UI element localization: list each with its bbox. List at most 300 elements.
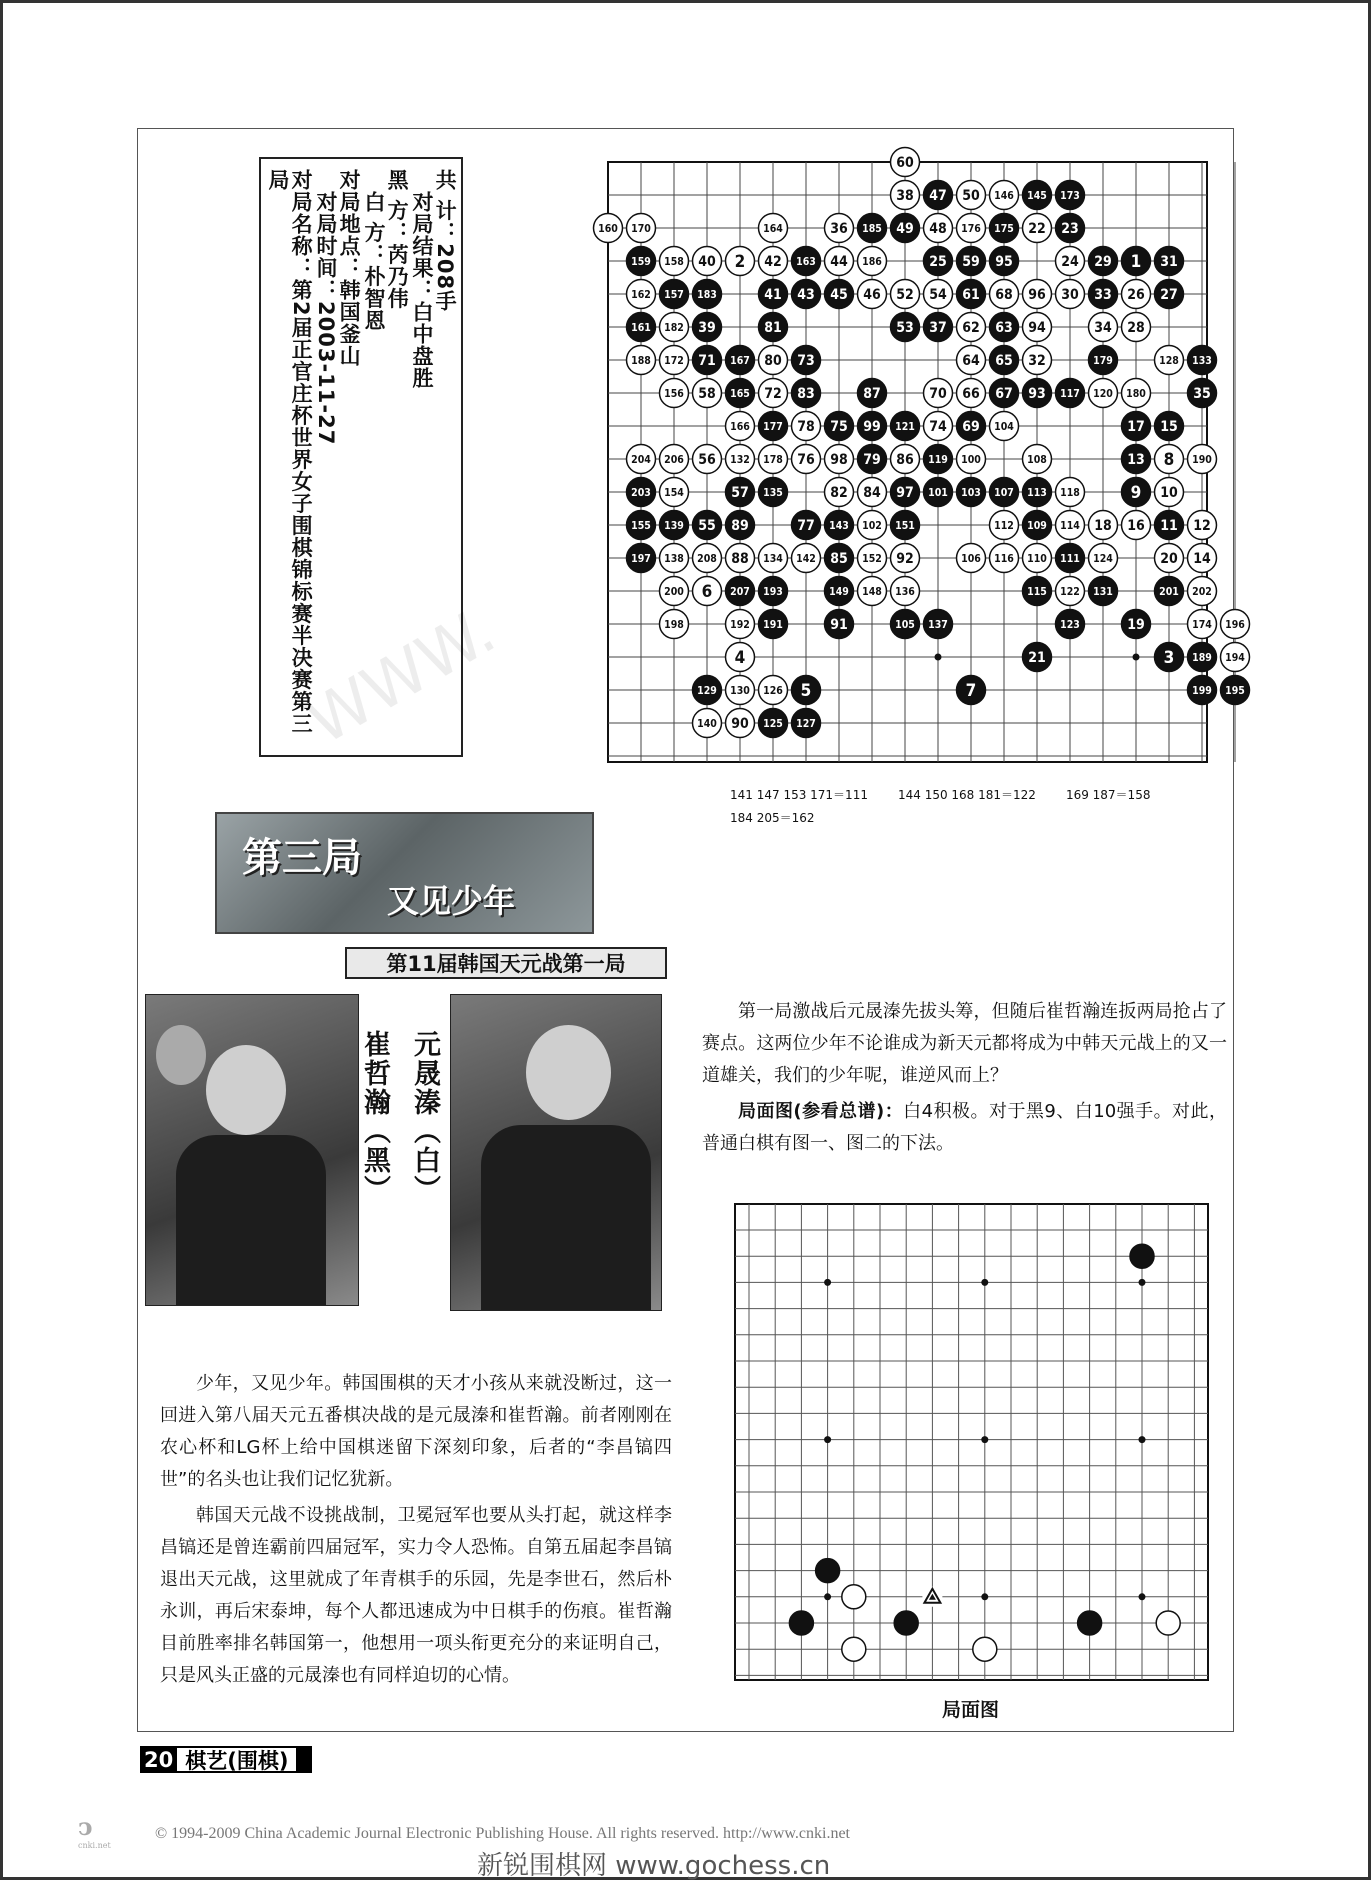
kifu-stone xyxy=(792,379,821,408)
svg-text:102: 102 xyxy=(862,519,882,532)
diagram-stone xyxy=(1078,1611,1102,1635)
svg-text:136: 136 xyxy=(895,585,915,598)
kifu-stone xyxy=(1122,280,1151,309)
kifu-stone xyxy=(825,511,854,540)
kifu-stone xyxy=(957,445,986,474)
svg-text:103: 103 xyxy=(961,486,981,499)
kifu-stone xyxy=(1023,346,1052,375)
svg-text:14: 14 xyxy=(1193,551,1211,568)
diagram-star-point xyxy=(1139,1436,1146,1443)
kifu-stone xyxy=(660,346,689,375)
svg-text:87: 87 xyxy=(863,386,881,403)
svg-text:62: 62 xyxy=(962,320,980,337)
banner-subtitle: 又见少年 xyxy=(387,882,516,920)
kifu-stone xyxy=(924,412,953,441)
svg-text:193: 193 xyxy=(763,585,783,598)
kifu-stone xyxy=(759,445,788,474)
photo-black-player xyxy=(145,994,359,1306)
svg-text:149: 149 xyxy=(829,585,849,598)
svg-text:114: 114 xyxy=(1060,519,1080,532)
kifu-stone xyxy=(990,379,1019,408)
svg-text:179: 179 xyxy=(1093,354,1113,367)
kifu-note-4: 184 205＝162 xyxy=(730,811,815,825)
kifu-stone xyxy=(957,214,986,243)
svg-text:204: 204 xyxy=(631,453,651,466)
svg-text:75: 75 xyxy=(830,419,848,436)
svg-text:174: 174 xyxy=(1192,618,1212,631)
svg-text:47: 47 xyxy=(929,188,947,205)
kifu-stone xyxy=(891,544,920,573)
kifu-stone xyxy=(792,544,821,573)
svg-text:79: 79 xyxy=(863,452,881,469)
kifu-notes xyxy=(730,786,1150,832)
svg-text:122: 122 xyxy=(1060,585,1080,598)
kifu-stone xyxy=(1056,544,1085,573)
svg-text:182: 182 xyxy=(664,321,684,334)
kifu-stone xyxy=(693,709,722,738)
kifu-stone xyxy=(891,577,920,606)
svg-text:126: 126 xyxy=(763,684,783,697)
svg-text:129: 129 xyxy=(697,684,717,697)
kifu-stone xyxy=(1056,478,1085,507)
svg-text:173: 173 xyxy=(1060,189,1080,202)
svg-text:152: 152 xyxy=(862,552,882,565)
svg-text:60: 60 xyxy=(896,155,914,172)
svg-text:8: 8 xyxy=(1163,450,1175,471)
svg-text:97: 97 xyxy=(896,485,914,502)
kifu-stone xyxy=(660,577,689,606)
svg-text:85: 85 xyxy=(830,551,848,568)
kifu-top-label xyxy=(891,148,920,177)
svg-text:200: 200 xyxy=(664,585,684,598)
svg-text:56: 56 xyxy=(698,452,716,469)
svg-text:38: 38 xyxy=(896,188,914,205)
kifu-stone xyxy=(726,412,755,441)
kifu-stone xyxy=(759,610,788,639)
svg-text:41: 41 xyxy=(764,287,782,304)
svg-text:197: 197 xyxy=(631,552,651,565)
svg-text:90: 90 xyxy=(731,716,749,733)
kifu-stone xyxy=(924,313,953,342)
svg-text:36: 36 xyxy=(830,221,848,238)
kifu-stone xyxy=(957,544,986,573)
kifu-stone xyxy=(891,412,920,441)
diagram-stone xyxy=(842,1585,866,1609)
kifu-stone xyxy=(891,181,920,210)
kifu-stone xyxy=(957,478,986,507)
kifu-stone xyxy=(858,478,887,507)
svg-text:156: 156 xyxy=(664,387,684,400)
svg-text:69: 69 xyxy=(962,419,980,436)
article-right-p1: 第一局激战后元晟溱先拔头筹，但随后崔哲瀚连扳两局抢占了赛点。这两位少年不论谁成为新天元都将成为中韩天元战上的又一道雄关，我们的少年呢，谁逆风而上？ xyxy=(702,1001,1227,1086)
kifu-stone xyxy=(990,412,1019,441)
kifu-stone xyxy=(858,511,887,540)
kifu-stone xyxy=(693,676,722,705)
kifu-stone xyxy=(924,445,953,474)
kifu-stone xyxy=(1023,577,1052,606)
subheading: 第11届韩国天元战第一局 xyxy=(345,947,667,979)
svg-text:11: 11 xyxy=(1160,518,1178,535)
svg-text:203: 203 xyxy=(631,486,651,499)
kifu-stone xyxy=(759,709,788,738)
kifu-note-2: 144 150 168 181＝122 xyxy=(897,788,1036,802)
kifu-stone xyxy=(660,247,689,276)
kifu-stone xyxy=(1056,280,1085,309)
kifu-stone xyxy=(660,313,689,342)
kifu-stone xyxy=(759,247,788,276)
kifu-stone xyxy=(627,445,656,474)
svg-text:177: 177 xyxy=(763,420,783,433)
cnki-logo-mark: ↄ xyxy=(78,1812,93,1841)
svg-text:89: 89 xyxy=(731,518,749,535)
kifu-stone xyxy=(759,412,788,441)
caption-white-player: 元晟溱（白） xyxy=(409,1030,440,1204)
kifu-stone xyxy=(726,478,755,507)
kifu-stone xyxy=(1188,544,1217,573)
kifu-stone xyxy=(990,214,1019,243)
kifu-stone xyxy=(693,511,722,540)
kifu-stone xyxy=(957,379,986,408)
kifu-stone xyxy=(1155,247,1184,276)
kifu-stone xyxy=(1056,247,1085,276)
svg-text:176: 176 xyxy=(961,222,981,235)
kifu-stone xyxy=(693,445,722,474)
kifu-stone xyxy=(660,280,689,309)
diagram-star-point xyxy=(981,1436,988,1443)
svg-text:137: 137 xyxy=(928,618,948,631)
kifu-stone xyxy=(825,247,854,276)
kifu-stone xyxy=(726,247,755,276)
kifu-stone xyxy=(825,478,854,507)
svg-text:57: 57 xyxy=(731,485,749,502)
kifu-stone xyxy=(858,214,887,243)
svg-text:65: 65 xyxy=(995,353,1013,370)
svg-text:86: 86 xyxy=(896,452,914,469)
kifu-stone xyxy=(924,247,953,276)
kifu-stone xyxy=(1188,643,1217,672)
kifu-stone xyxy=(957,280,986,309)
svg-text:45: 45 xyxy=(830,287,848,304)
kifu-stone xyxy=(1188,676,1217,705)
svg-text:183: 183 xyxy=(697,288,717,301)
kifu-stone xyxy=(759,676,788,705)
svg-text:131: 131 xyxy=(1093,585,1113,598)
svg-text:35: 35 xyxy=(1193,386,1211,403)
diagram-stone xyxy=(922,1587,942,1607)
svg-text:154: 154 xyxy=(664,486,684,499)
kifu-stone xyxy=(1155,511,1184,540)
kifu-stone xyxy=(825,610,854,639)
cnki-logo xyxy=(78,1812,128,1848)
kifu-stone xyxy=(1188,577,1217,606)
kifu-stone xyxy=(1056,610,1085,639)
svg-text:34: 34 xyxy=(1094,320,1112,337)
kifu-stone xyxy=(858,577,887,606)
kifu-stone xyxy=(957,313,986,342)
kifu-stone xyxy=(1089,280,1118,309)
kifu-stone xyxy=(825,544,854,573)
svg-text:50: 50 xyxy=(962,188,980,205)
svg-text:143: 143 xyxy=(829,519,849,532)
kifu-stone xyxy=(1023,445,1052,474)
svg-text:30: 30 xyxy=(1061,287,1079,304)
kifu-stone xyxy=(1089,544,1118,573)
kifu-stone xyxy=(1023,379,1052,408)
kifu-stone xyxy=(1056,181,1085,210)
diagram-stone xyxy=(816,1559,840,1583)
kifu-stone xyxy=(627,478,656,507)
banner-title: 第三局 xyxy=(242,834,362,881)
svg-text:190: 190 xyxy=(1192,453,1212,466)
kifu-stone xyxy=(990,544,1019,573)
kifu-stone xyxy=(627,313,656,342)
svg-text:178: 178 xyxy=(763,453,783,466)
diagram-stone xyxy=(894,1611,918,1635)
svg-text:92: 92 xyxy=(896,551,914,568)
svg-text:21: 21 xyxy=(1028,650,1046,667)
svg-text:74: 74 xyxy=(929,419,947,436)
svg-text:207: 207 xyxy=(730,585,750,598)
article-right xyxy=(702,996,1227,1164)
svg-text:206: 206 xyxy=(664,453,684,466)
svg-text:192: 192 xyxy=(730,618,750,631)
kifu-stone xyxy=(1221,643,1250,672)
svg-text:55: 55 xyxy=(698,518,716,535)
magazine-name: 棋艺(围棋) xyxy=(177,1746,298,1773)
kifu-stone xyxy=(1122,610,1151,639)
svg-text:78: 78 xyxy=(797,419,815,436)
kifu-stone xyxy=(891,478,920,507)
svg-text:117: 117 xyxy=(1060,387,1080,400)
svg-text:188: 188 xyxy=(631,354,651,367)
svg-text:128: 128 xyxy=(1159,354,1179,367)
svg-text:73: 73 xyxy=(797,353,815,370)
kifu-stone xyxy=(1023,643,1052,672)
kifu-stone xyxy=(1155,577,1184,606)
svg-text:1: 1 xyxy=(1130,252,1142,273)
svg-text:208: 208 xyxy=(697,552,717,565)
kifu-stone xyxy=(1023,214,1052,243)
svg-text:3: 3 xyxy=(1163,648,1175,669)
svg-text:94: 94 xyxy=(1028,320,1046,337)
svg-text:112: 112 xyxy=(994,519,1014,532)
kifu-note-3: 169 187＝158 xyxy=(1065,788,1151,802)
kifu-stone xyxy=(990,313,1019,342)
svg-text:24: 24 xyxy=(1061,254,1079,271)
kifu-stone xyxy=(1221,676,1250,705)
photo-white-player xyxy=(450,994,662,1311)
svg-text:49: 49 xyxy=(896,221,914,238)
diagram-stone xyxy=(1130,1244,1154,1268)
kifu-stone xyxy=(990,280,1019,309)
svg-text:84: 84 xyxy=(863,485,881,502)
kifu-stone xyxy=(693,577,722,606)
info-event: 对局名称：第2届正官庄杯世界女子围棋锦标赛半决赛第三局 xyxy=(266,169,314,735)
kifu-stone xyxy=(1122,313,1151,342)
page-tag xyxy=(140,1746,312,1773)
svg-text:185: 185 xyxy=(862,222,882,235)
svg-text:43: 43 xyxy=(797,287,815,304)
svg-text:202: 202 xyxy=(1192,585,1212,598)
svg-text:138: 138 xyxy=(664,552,684,565)
kifu-stone xyxy=(858,280,887,309)
svg-text:166: 166 xyxy=(730,420,750,433)
kifu-stone xyxy=(990,346,1019,375)
kifu-star-point xyxy=(935,654,942,661)
diagram-star-point xyxy=(824,1436,831,1443)
svg-text:134: 134 xyxy=(763,552,783,565)
svg-text:93: 93 xyxy=(1028,386,1046,403)
article-left-p1: 少年，又见少年。韩国围棋的天才小孩从来就没断过，这一回进入第八届天元五番棋决战的是元晟溱和崔哲瀚。前者刚刚在农心杯和LG杯上给中国棋迷留下深刻印象，后者的“李昌镐四世”的名头也让我们记忆犹新。 xyxy=(160,1373,672,1490)
kifu-stone xyxy=(792,445,821,474)
kifu-stone xyxy=(891,610,920,639)
kifu-stone xyxy=(693,379,722,408)
kifu-stone xyxy=(726,643,755,672)
svg-text:29: 29 xyxy=(1094,254,1112,271)
svg-text:96: 96 xyxy=(1028,287,1046,304)
svg-text:2: 2 xyxy=(734,252,746,273)
svg-text:127: 127 xyxy=(796,717,816,730)
kifu-stones xyxy=(594,148,1250,738)
svg-text:161: 161 xyxy=(631,321,651,334)
kifu-stone xyxy=(693,346,722,375)
svg-text:61: 61 xyxy=(962,287,980,304)
kifu-stone xyxy=(660,511,689,540)
svg-text:111: 111 xyxy=(1060,552,1080,565)
svg-text:100: 100 xyxy=(961,453,981,466)
kifu-stone xyxy=(660,478,689,507)
info-date: 对局时间：2003-11-27 xyxy=(314,191,338,446)
kifu-stone xyxy=(825,280,854,309)
svg-text:180: 180 xyxy=(1126,387,1146,400)
kifu-stone xyxy=(759,544,788,573)
kifu-stone xyxy=(1155,412,1184,441)
kifu-stone xyxy=(891,313,920,342)
svg-text:64: 64 xyxy=(962,353,980,370)
svg-text:7: 7 xyxy=(965,681,977,702)
svg-text:104: 104 xyxy=(994,420,1014,433)
kifu-stone xyxy=(957,346,986,375)
svg-text:12: 12 xyxy=(1193,518,1211,535)
kifu-stone xyxy=(957,676,986,705)
svg-text:33: 33 xyxy=(1094,287,1112,304)
svg-text:115: 115 xyxy=(1027,585,1047,598)
kifu-stone xyxy=(1155,544,1184,573)
svg-text:139: 139 xyxy=(664,519,684,532)
diagram-stone xyxy=(973,1637,997,1661)
svg-text:81: 81 xyxy=(764,320,782,337)
article-right-p2 xyxy=(702,1096,1227,1160)
svg-text:48: 48 xyxy=(929,221,947,238)
kifu-stone xyxy=(792,511,821,540)
kifu-stone xyxy=(726,544,755,573)
kifu-stone xyxy=(990,247,1019,276)
svg-text:32: 32 xyxy=(1028,353,1046,370)
svg-text:42: 42 xyxy=(764,254,782,271)
kifu-stone xyxy=(1122,511,1151,540)
svg-text:116: 116 xyxy=(994,552,1014,565)
svg-text:13: 13 xyxy=(1127,452,1145,469)
kifu-stone xyxy=(759,346,788,375)
svg-text:120: 120 xyxy=(1093,387,1113,400)
kifu-stone xyxy=(1089,313,1118,342)
svg-text:91: 91 xyxy=(830,617,848,634)
svg-text:196: 196 xyxy=(1225,618,1245,631)
svg-text:20: 20 xyxy=(1160,551,1178,568)
kifu-stone xyxy=(726,379,755,408)
kifu-stone xyxy=(825,577,854,606)
kifu-stone xyxy=(990,478,1019,507)
svg-text:201: 201 xyxy=(1159,585,1179,598)
svg-text:98: 98 xyxy=(830,452,848,469)
kifu-stone xyxy=(858,247,887,276)
svg-text:15: 15 xyxy=(1160,419,1178,436)
svg-text:68: 68 xyxy=(995,287,1013,304)
svg-text:133: 133 xyxy=(1192,354,1212,367)
kifu-stone xyxy=(1023,478,1052,507)
kifu-stone xyxy=(924,280,953,309)
svg-text:186: 186 xyxy=(862,255,882,268)
svg-text:10: 10 xyxy=(1160,485,1178,502)
svg-text:101: 101 xyxy=(928,486,948,499)
svg-text:23: 23 xyxy=(1061,221,1079,238)
svg-text:37: 37 xyxy=(929,320,947,337)
kifu-stone xyxy=(924,478,953,507)
kifu-stone xyxy=(858,379,887,408)
kifu-stone xyxy=(1023,511,1052,540)
kifu-stone xyxy=(1221,610,1250,639)
kifu-stone xyxy=(1188,346,1217,375)
svg-text:118: 118 xyxy=(1060,486,1080,499)
svg-text:9: 9 xyxy=(1130,483,1142,504)
diagram-star-point xyxy=(1139,1593,1146,1600)
kifu-stone xyxy=(759,577,788,606)
kifu-stone xyxy=(792,280,821,309)
site-watermark: 新锐围棋网 www.gochess.cn xyxy=(477,1851,831,1881)
svg-text:167: 167 xyxy=(730,354,750,367)
svg-text:72: 72 xyxy=(764,386,782,403)
kifu-stone xyxy=(1188,445,1217,474)
svg-text:160: 160 xyxy=(598,222,618,235)
kifu-stone xyxy=(1023,280,1052,309)
kifu-stone xyxy=(660,544,689,573)
kifu-stone xyxy=(1155,346,1184,375)
kifu-stone xyxy=(594,214,623,243)
svg-text:162: 162 xyxy=(631,288,651,301)
kifu-stone xyxy=(726,610,755,639)
svg-text:199: 199 xyxy=(1192,684,1212,697)
kifu-stone xyxy=(957,247,986,276)
diagram-stone xyxy=(789,1611,813,1635)
kifu-stone xyxy=(1122,478,1151,507)
watermark: WWW. xyxy=(295,594,508,760)
svg-text:82: 82 xyxy=(830,485,848,502)
article-right-p2-head: 局面图(参看总谱)： xyxy=(738,1101,904,1122)
copyright: © 1994-2009 China Academic Journal Electronic Publishing House. All rights reserved. http://www.cnki.net xyxy=(155,1825,850,1842)
diagram-star-point xyxy=(981,1593,988,1600)
svg-text:59: 59 xyxy=(962,254,980,271)
kifu-stone xyxy=(1188,379,1217,408)
svg-text:95: 95 xyxy=(995,254,1013,271)
kifu-stone xyxy=(924,610,953,639)
kifu-stone xyxy=(726,709,755,738)
kifu-stone xyxy=(1188,511,1217,540)
kifu-stone xyxy=(891,511,920,540)
svg-text:77: 77 xyxy=(797,518,815,535)
svg-text:31: 31 xyxy=(1160,254,1178,271)
svg-text:145: 145 xyxy=(1027,189,1047,202)
info-total-moves: 共 计：208手 xyxy=(433,169,458,313)
